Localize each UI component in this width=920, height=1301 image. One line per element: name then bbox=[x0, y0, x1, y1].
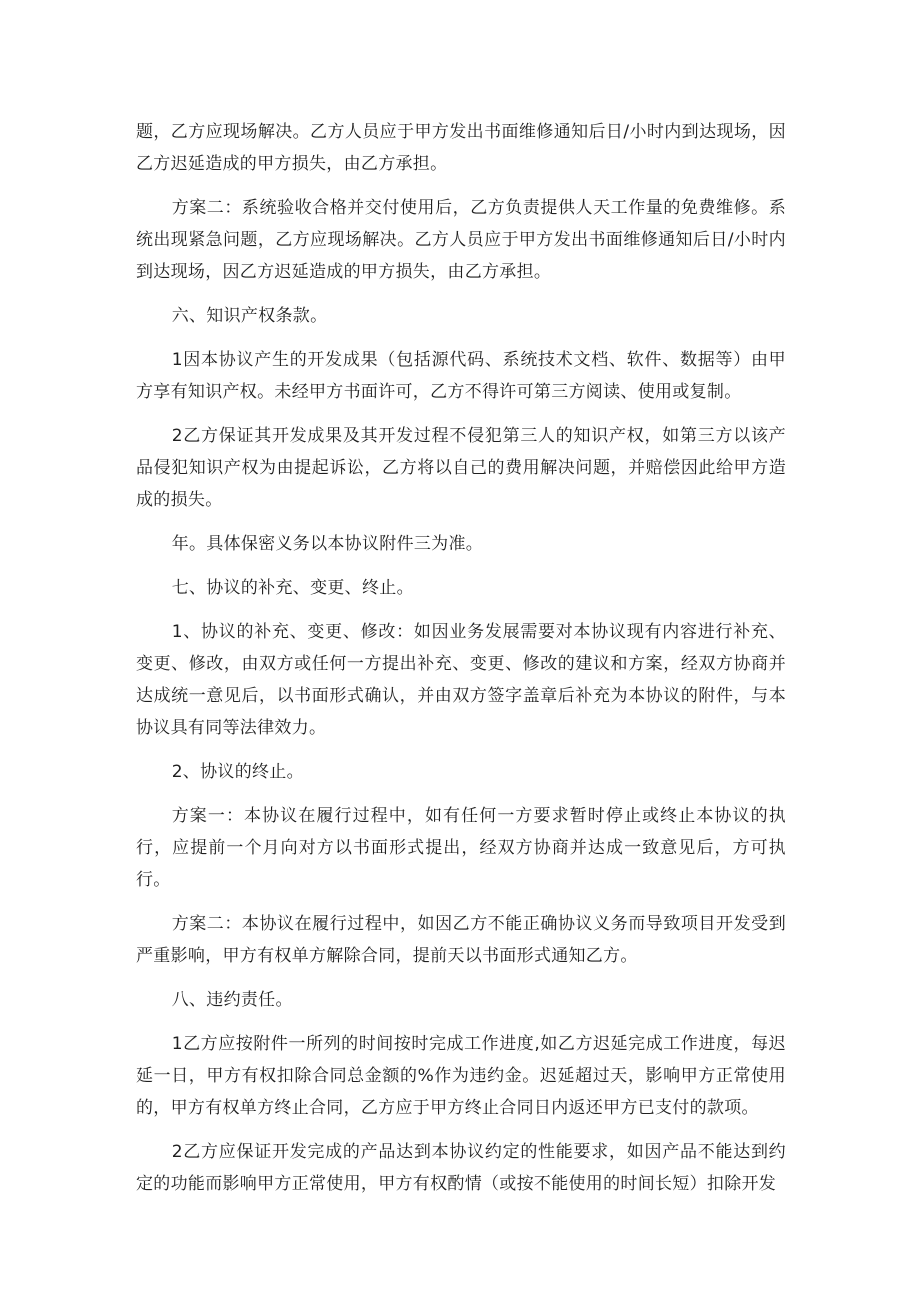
paragraph-ip-ownership: 1因本协议产生的开发成果（包括源代码、系统技术文档、软件、数据等）由甲方享有知识产权。未经甲方书面许可，乙方不得许可第三方阅读、使用或复制。 bbox=[136, 350, 786, 402]
section-heading-amendment: 七、协议的补充、变更、终止。 bbox=[171, 578, 414, 598]
paragraph-termination-plan-two: 方案二：本协议在履行过程中，如因乙方不能正确协议义务而导致项目开发受到严重影响，甲方有权单方解除合同，提前天以书面形式通知乙方。 bbox=[136, 914, 786, 966]
document-body bbox=[136, 116, 786, 1212]
paragraph-termination-heading: 2、协议的终止。 bbox=[171, 762, 304, 782]
paragraph-amendment: 1、协议的补充、变更、修改：如因业务发展需要对本协议现有内容进行补充、变更、修改，由双方或任何一方提出补充、变更、修改的建议和方案，经双方协商并达成统一意见后，以书面形式确认，并由双方签字盖章后补充为本协议的附件，与本协议具有同等法律效力。 bbox=[136, 622, 786, 738]
paragraph-ip-warranty: 2乙方保证其开发成果及其开发过程不侵犯第三人的知识产权，如第三方以该产品侵犯知识产权为由提起诉讼，乙方将以自己的费用解决问题，并赔偿因此给甲方造成的损失。 bbox=[136, 426, 786, 510]
paragraph-continued: 题，乙方应现场解决。乙方人员应于甲方发出书面维修通知后日/小时内到达现场，因乙方迟延造成的甲方损失，由乙方承担。 bbox=[136, 122, 786, 174]
paragraph-termination-plan-one: 方案一：本协议在履行过程中，如有任何一方要求暂时停止或终止本协议的执行，应提前一个月向对方以书面形式提出，经双方协商并达成一致意见后，方可执行。 bbox=[136, 806, 786, 890]
paragraph-liability-delay: 1乙方应按附件一所列的时间按时完成工作进度,如乙方迟延完成工作进度，每迟延一日，甲方有权扣除合同总金额的%作为违约金。迟延超过天，影响甲方正常使用的，甲方有权单方终止合同，乙方应于甲方终止合同日内返还甲方已支付的款项。 bbox=[136, 1034, 786, 1118]
paragraph-confidentiality: 年。具体保密义务以本协议附件三为准。 bbox=[171, 534, 484, 554]
paragraph-liability-performance: 2乙方应保证开发完成的产品达到本协议约定的性能要求，如因产品不能达到约定的功能而影响甲方正常使用，甲方有权酌情（或按不能使用的时间长短）扣除开发 bbox=[136, 1142, 786, 1194]
paragraph-plan-two-maintenance: 方案二：系统验收合格并交付使用后，乙方负责提供人天工作量的免费维修。系统出现紧急问题，乙方应现场解决。乙方人员应于甲方发出书面维修通知后日/小时内到达现场，因乙方迟延造成的甲方损失，由乙方承担。 bbox=[136, 198, 786, 282]
section-heading-liability: 八、违约责任。 bbox=[171, 990, 293, 1010]
section-heading-ip: 六、知识产权条款。 bbox=[171, 306, 328, 326]
